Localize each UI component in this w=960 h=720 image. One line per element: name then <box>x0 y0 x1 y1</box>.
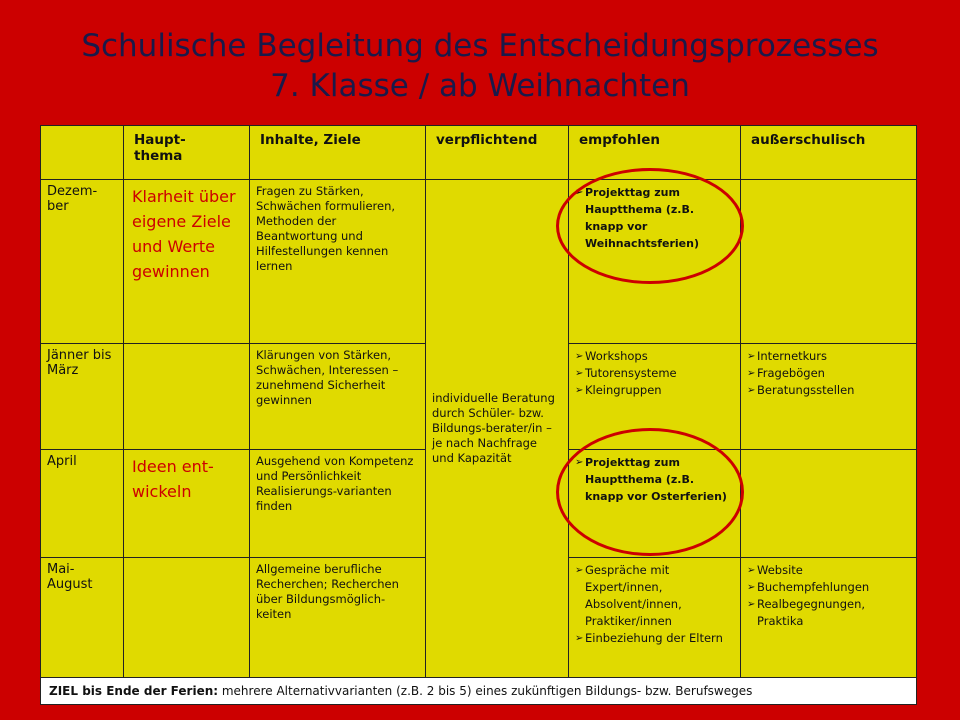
list-item: ➢ Buchempfehlungen <box>747 579 910 596</box>
plan-table <box>40 125 917 705</box>
list-item: ➢ Workshops <box>575 348 734 365</box>
list-item: ➢ Tutorensysteme <box>575 365 734 382</box>
external-cell <box>741 558 917 678</box>
header-mandatory: verpflichtend <box>426 126 569 180</box>
recommended-cell <box>569 180 741 344</box>
external-cell <box>741 180 917 344</box>
list-item: ➢ Realbegegnungen, Praktika <box>747 596 910 630</box>
header-cell-empty <box>41 126 124 180</box>
table-row <box>41 180 917 344</box>
title-line-1: Schulische Begleitung des Entscheidungsprozesses <box>81 28 879 64</box>
list-item: ➢ Kleingruppen <box>575 382 734 399</box>
list-item: ➢ Fragebögen <box>747 365 910 382</box>
topic-cell <box>124 558 250 678</box>
goal-label: ZIEL bis Ende der Ferien: <box>49 684 219 698</box>
list-item: ➢ Projekttag zum Hauptthema (z.B. knapp vor Osterferien) <box>575 454 734 505</box>
list-item: ➢ Projekttag zum Hauptthema (z.B. knapp vor Weihnachtsferien) <box>575 184 734 252</box>
recommended-cell <box>569 344 741 450</box>
recommended-cell <box>569 558 741 678</box>
external-cell <box>741 450 917 558</box>
list-item: ➢ Internetkurs <box>747 348 910 365</box>
mandatory-cell: individuelle Beratung durch Schüler- bzw. Bildungs-berater/in – je nach Nachfrage und Kapazität <box>426 180 569 678</box>
recommended-cell <box>569 450 741 558</box>
footer-row <box>41 678 917 705</box>
list-item: ➢ Einbeziehung der Eltern <box>575 630 734 647</box>
header-external: außerschulisch <box>741 126 917 180</box>
header-main-topic: Haupt- thema <box>124 126 250 180</box>
content-cell: Klärungen von Stärken, Schwächen, Interessen – zunehmend Sicherheit gewinnen <box>250 344 426 450</box>
title-line-2: 7. Klasse / ab Weihnachten <box>270 68 690 104</box>
content-cell: Fragen zu Stärken, Schwächen formulieren, Methoden der Beantwortung und Hilfestellungen kennen lernen <box>250 180 426 344</box>
content-cell: Allgemeine berufliche Recherchen; Recherchen über Bildungsmöglich-keiten <box>250 558 426 678</box>
list-item: ➢ Gespräche mit Expert/innen, Absolvent/innen, Praktiker/innen <box>575 562 734 630</box>
topic-cell: Klarheit über eigene Ziele und Werte gewinnen <box>124 180 250 344</box>
page-title <box>0 26 960 106</box>
goal-footer <box>41 678 917 705</box>
month-cell: Jänner bis März <box>41 344 124 450</box>
header-content: Inhalte, Ziele <box>250 126 426 180</box>
header-row <box>41 126 917 180</box>
content-cell: Ausgehend von Kompetenz und Persönlichkeit Realisierungs-varianten finden <box>250 450 426 558</box>
list-item: ➢ Website <box>747 562 910 579</box>
month-cell: Mai- August <box>41 558 124 678</box>
month-cell: April <box>41 450 124 558</box>
topic-cell: Ideen ent-wickeln <box>124 450 250 558</box>
topic-cell <box>124 344 250 450</box>
goal-text: mehrere Alternativvarianten (z.B. 2 bis 5) eines zukünftigen Bildungs- bzw. Berufsweges <box>218 684 753 698</box>
list-item: ➢ Beratungsstellen <box>747 382 910 399</box>
month-cell: Dezem- ber <box>41 180 124 344</box>
header-recommended: empfohlen <box>569 126 741 180</box>
external-cell <box>741 344 917 450</box>
